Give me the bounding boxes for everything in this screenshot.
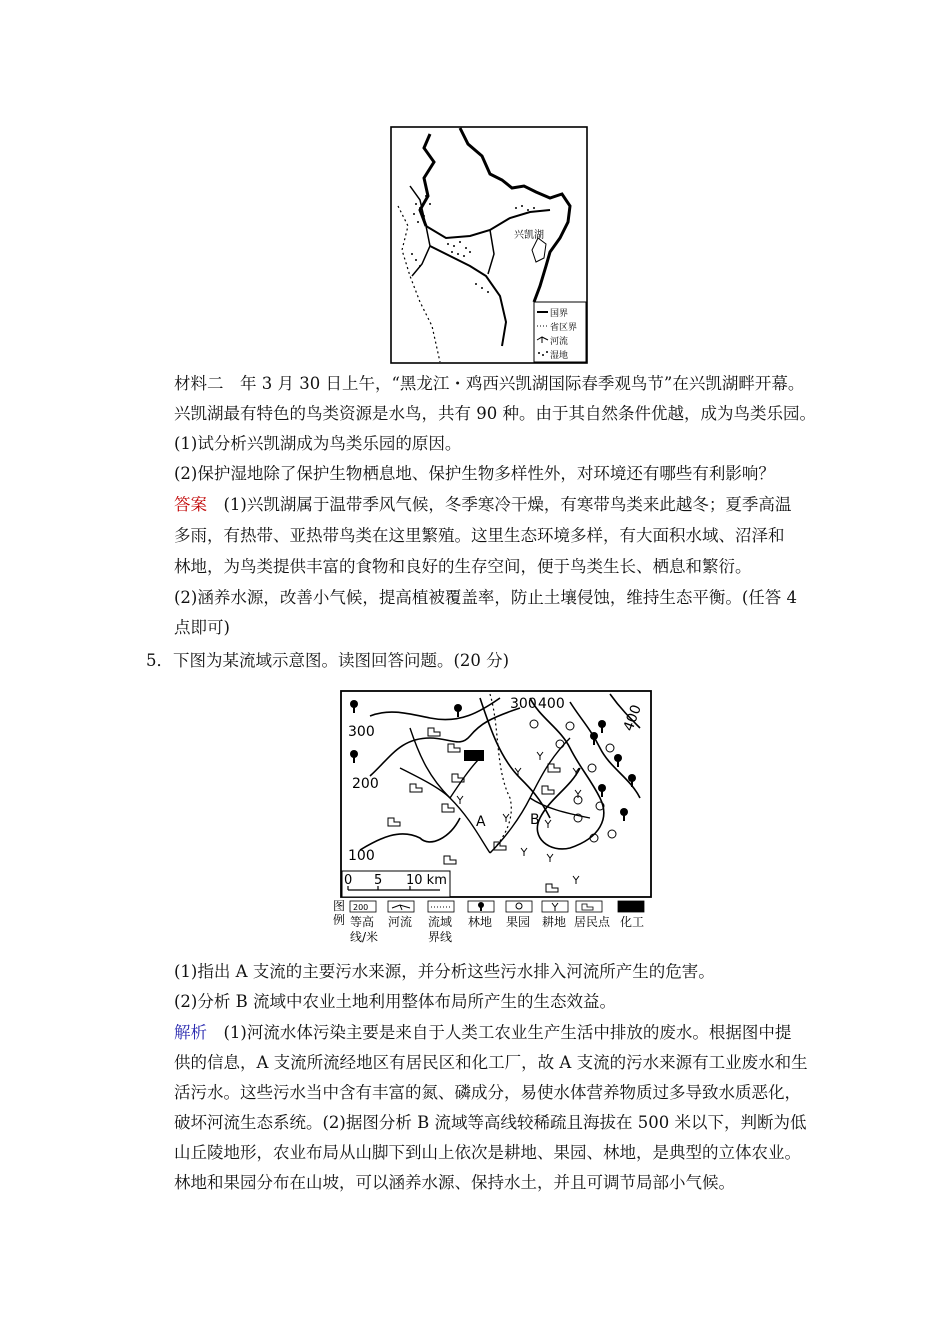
q4-answer-line5: 点即可): [174, 618, 230, 637]
legend-label-forest: 林地: [468, 915, 493, 929]
legend-contour-sample: 200: [353, 903, 369, 912]
material2-line1: 材料二 年 3 月 30 日上午，“黑龙江・鸡西兴凯湖国际春季观鸟节”在兴凯湖畔开幕。: [174, 374, 805, 393]
legend-chemical-box: [618, 901, 644, 912]
q4-answer-line4: (2)涵养水源，改善小气候，提高植被覆盖率，防止土壤侵蚀，维持生态平衡。(任答 4: [174, 588, 798, 607]
legend-label-contour-1: 等高: [350, 915, 375, 929]
legend-label-settlement: 居民点: [574, 915, 611, 929]
legend-label-river: 河流: [550, 337, 569, 347]
legend-label-orchard: 果园: [506, 915, 531, 929]
scale-label-5: 5: [374, 873, 383, 888]
q4-answer-line1: [174, 494, 791, 516]
analysis-text: (1)河流水体污染主要是来自于人类工农业生产生活中排放的废水。根据图中提: [207, 1023, 792, 1042]
q4-question1: (1)试分析兴凯湖成为鸟类乐园的原因。: [174, 434, 462, 453]
point-b-label: B: [530, 812, 540, 828]
q5-analysis-line1: [174, 1022, 791, 1044]
legend-label-province: 省区界: [550, 323, 578, 333]
material2-line2: 兴凯湖最有特色的鸟类资源是水鸟，共有 90 种。由于其自然条件优越，成为鸟类乐园。: [174, 404, 816, 423]
legend-label-chemical: 化工: [620, 915, 645, 929]
contour-label-300-west: 300: [348, 724, 375, 740]
xingkai-lake-map: [390, 126, 588, 364]
q4-question2: (2)保护湿地除了保护生物栖息地、保护生物多样性外，对环境还有哪些有利影响？: [174, 464, 775, 483]
q5-question2: (2)分析 B 流域中农业土地利用整体布局所产生的生态效益。: [174, 992, 616, 1011]
contour-label-300-north: 300: [510, 696, 537, 712]
river-basin-map: [330, 688, 655, 950]
q5-analysis-line2: 供的信息，A 支流所流经地区有居民区和化工厂，故 A 支流的污水来源有工业废水和生: [174, 1053, 808, 1072]
legend-label-border: 国界: [550, 309, 569, 319]
legend-title-char1: 图: [333, 899, 346, 913]
q5-analysis-line4: 破坏河流生态系统。(2)据图分析 B 流域等高线较稀疏且海拔在 500 米以下，判断为低: [174, 1113, 807, 1132]
legend-label-boundary-2: 界线: [428, 930, 453, 944]
q5-analysis-line6: 林地和果园分布在山坡，可以涵养水源、保持水土，并且可调节局部小气候。: [174, 1173, 735, 1192]
q4-answer-line2: 多雨，有热带、亚热带鸟类在这里繁殖。这里生态环境多样，有大面积水域、沼泽和: [174, 526, 785, 545]
contour-label-400-north: 400: [538, 696, 565, 712]
q5-question1: (1)指出 A 支流的主要污水来源，并分析这些污水排入河流所产生的危害。: [174, 962, 715, 981]
q5-analysis-line3: 活污水。这些污水当中含有丰富的氮、磷成分，易使水体营养物质过多导致水质恶化，: [174, 1083, 801, 1102]
scale-label-10km: 10 km: [406, 873, 447, 888]
legend-label-farmland: 耕地: [542, 915, 567, 929]
q4-answer-line3: 林地，为鸟类提供丰富的食物和良好的生存空间，便于鸟类生长、栖息和繁衍。: [174, 557, 752, 576]
legend-label-wetland: 湿地: [550, 351, 569, 361]
answer-label: 答案: [174, 495, 207, 514]
legend-title-char2: 例: [333, 913, 346, 927]
lake-label: 兴凯湖: [514, 230, 544, 241]
scale-label-0: 0: [344, 873, 353, 888]
contour-label-100: 100: [348, 848, 375, 864]
contour-label-400-east: 400: [620, 702, 645, 734]
analysis-label: 解析: [174, 1023, 207, 1042]
q5-analysis-line5: 山丘陵地形，农业布局从山脚下到山上依次是耕地、果园、林地，是典型的立体农业。: [174, 1143, 801, 1162]
chemical-plant: [464, 750, 484, 761]
q5-title: 5．下图为某流域示意图。读图回答问题。(20 分): [146, 651, 510, 670]
legend-label-contour-2: 线/米: [350, 930, 379, 944]
legend-label-river: 河流: [388, 915, 413, 929]
basin-map-svg: [330, 688, 655, 950]
contour-label-200: 200: [352, 776, 379, 792]
xingkai-map-svg: [390, 126, 588, 364]
point-a-label: A: [476, 814, 486, 830]
legend-label-boundary-1: 流域: [428, 915, 453, 929]
answer-text: (1)兴凯湖属于温带季风气候，冬季寒冷干燥，有寒带鸟类来此越冬；夏季高温: [207, 495, 792, 514]
